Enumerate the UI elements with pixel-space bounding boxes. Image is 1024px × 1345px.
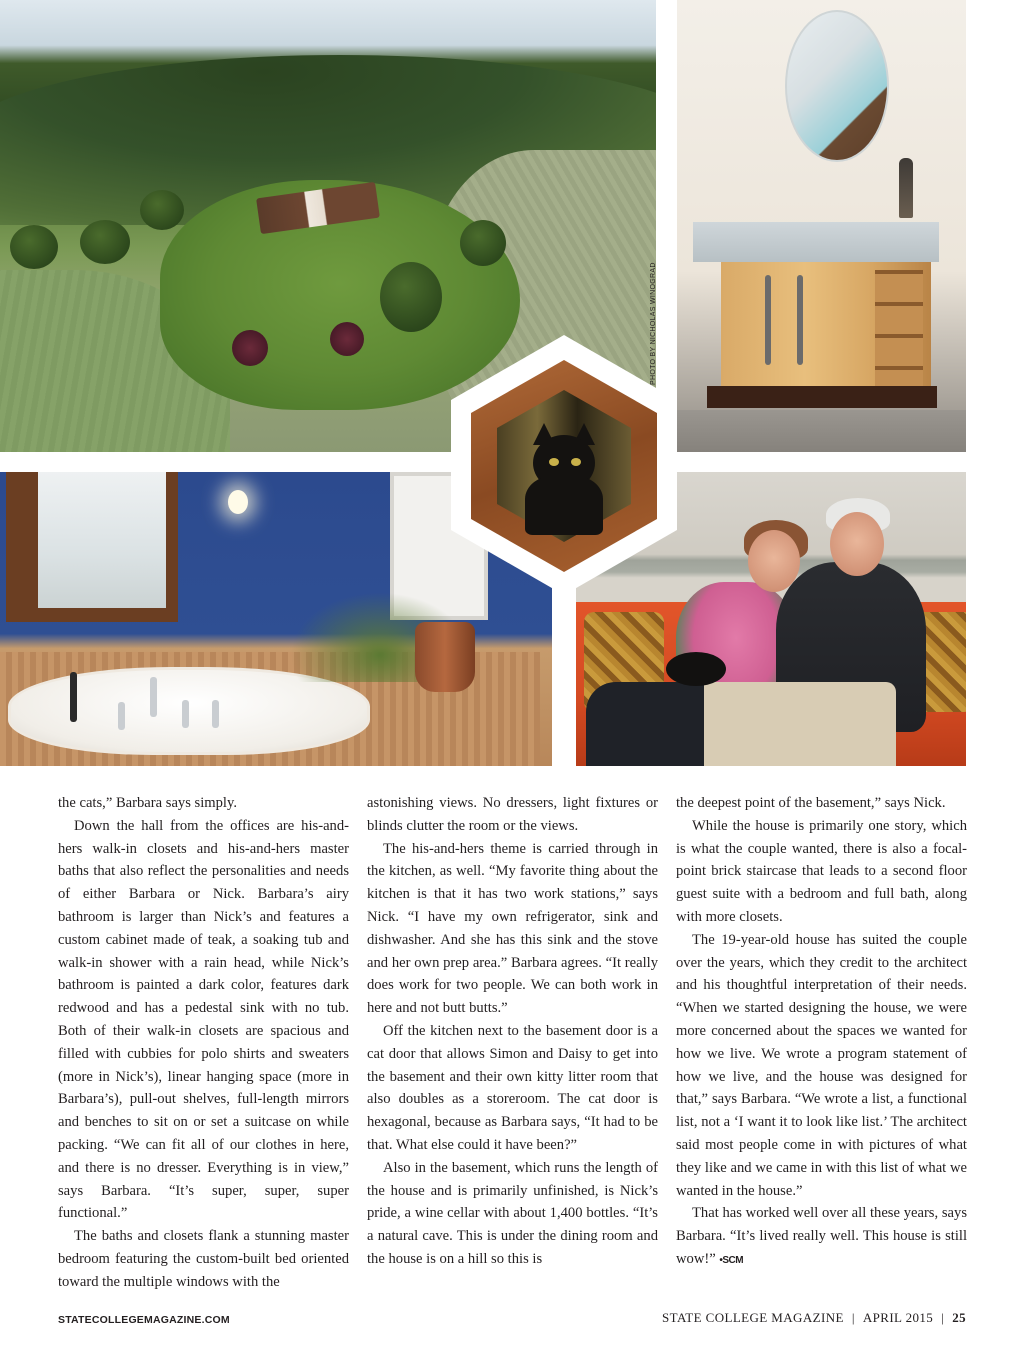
footer-separator: | bbox=[941, 1310, 945, 1325]
black-cat bbox=[666, 652, 726, 686]
cabinet-base bbox=[707, 386, 937, 408]
tree bbox=[460, 220, 506, 266]
text-column-3 bbox=[676, 792, 967, 1273]
floor bbox=[677, 410, 966, 452]
paragraph: The his-and-hers theme is carried through in the kitchen, as well. “My favorite thing about the kitchen is that it has two work stations,” says Nick. “I have my own refrigerator, sink and dishwasher. And she has this sink and the stove and her own prep area.” Barbara agrees. “It really does work for two people. We can both work in here and not butt butts.” bbox=[367, 840, 658, 1017]
clay-pot bbox=[415, 622, 475, 692]
paragraph: While the house is primarily one story, which is what the couple wanted, there is also a focal-point brick staircase that leads to a second floor guest suite with a bedroom and full bath, along with more closets. bbox=[676, 817, 967, 925]
footer-folio bbox=[662, 1310, 966, 1326]
paragraph: The baths and closets flank a stunning master bedroom featuring the custom-built bed oriented toward the multiple windows with the bbox=[58, 1228, 349, 1290]
footer-website: STATECOLLEGEMAGAZINE.COM bbox=[58, 1314, 230, 1326]
cabinet-handle bbox=[765, 275, 771, 365]
paragraph-text: That has worked well over all these years, says Barbara. “It’s lived really well. This house is still wow!” bbox=[676, 1205, 967, 1267]
faucet-handle bbox=[212, 700, 219, 728]
cat-eye bbox=[549, 458, 559, 466]
hand-shower bbox=[70, 672, 77, 722]
text-column-2 bbox=[367, 792, 658, 1271]
tree bbox=[380, 262, 442, 332]
paragraph: Off the kitchen next to the basement door is a cat door that allows Simon and Daisy to get into the basement and their own kitty litter room that also doubles as a storeroom. The cat door is hexagonal, because as Barbara says, “It had to be that. What else could it have been?” bbox=[367, 1022, 658, 1153]
round-mirror bbox=[785, 10, 889, 162]
cabinet-handle bbox=[797, 275, 803, 365]
legs bbox=[586, 682, 896, 766]
paragraph: astonishing views. No dressers, light fixtures or blinds clutter the room or the views. bbox=[367, 795, 658, 834]
footer-magazine-name: STATE COLLEGE MAGAZINE bbox=[662, 1310, 844, 1325]
end-mark: •SCM bbox=[719, 1254, 744, 1266]
tree bbox=[330, 322, 364, 356]
footer-separator: | bbox=[851, 1310, 855, 1325]
tree bbox=[140, 190, 184, 230]
man-face bbox=[830, 512, 884, 576]
paragraph: The 19-year-old house has suited the couple over the years, which they credit to the architect and his thoughtful interpretation of their needs. “When we started designing the house, we were more concerned about the spaces we wanted for how we live. We wrote a program statement of how we live, and the house was designed for that,” says Barbara. “We wrote a list, a functional list, not a ‘I want it to look like list.’ The architect said most people come in with pictures of what they like and we came in with this list of what we wanted in the house.” bbox=[676, 931, 967, 1199]
paragraph: the cats,” Barbara says simply. bbox=[58, 795, 237, 811]
text-column-1 bbox=[58, 792, 349, 1294]
paragraph: Also in the basement, which runs the length of the house and is primarily unfinished, is Nick’s pride, a wine cellar with about 1,400 bottles. “It’s a natural cave. This is under the dining room and the house is on a hill so this is bbox=[367, 1159, 658, 1267]
tree bbox=[80, 220, 130, 264]
paragraph-last bbox=[676, 1202, 967, 1272]
statue bbox=[899, 158, 913, 218]
cat-door-photo bbox=[451, 335, 677, 595]
page-number: 25 bbox=[952, 1310, 966, 1325]
tree bbox=[10, 225, 58, 269]
faucet-handle bbox=[118, 702, 125, 730]
stone-counter bbox=[693, 222, 939, 262]
cubby-shelves bbox=[875, 270, 923, 398]
paragraph: Down the hall from the offices are his-and-hers walk-in closets and his-and-hers master baths that also reflect the personalities and needs of either Barbara or Nick. Barbara’s airy bathroom is larger than Nick’s and features a custom cabinet made of teak, a soaking tub and walk-in shower with a rain head, while Nick’s bathroom is painted a dark color, features dark redwood and has a pedestal sink with no tub. Both of their walk-in closets are spacious and filled with cubbies for polo shirts and sweaters (more in Nick’s), linear hanging space (more in Barbara’s), pull-out shelves, full-length mirrors and benches to sit on or set a suitcase on while packing. “We can fit all of our clothes in here, and there is no dresser. Everything is in view,” says Barbara. “It’s super, super, super functional.” bbox=[58, 817, 349, 1222]
cat-eye bbox=[571, 458, 581, 466]
paragraph: the deepest point of the basement,” says Nick. bbox=[676, 795, 946, 811]
window-pane bbox=[38, 472, 166, 608]
faucet-handle bbox=[182, 700, 189, 728]
faucet bbox=[150, 677, 157, 717]
wall-light bbox=[228, 490, 248, 514]
footer-issue: APRIL 2015 bbox=[862, 1310, 934, 1325]
vanity-photo bbox=[677, 0, 966, 452]
photo-credit: PHOTO BY NICHOLAS WINOGRAD bbox=[650, 262, 657, 385]
woman-face bbox=[748, 530, 800, 592]
cat-body bbox=[525, 475, 603, 535]
tree bbox=[232, 330, 268, 366]
